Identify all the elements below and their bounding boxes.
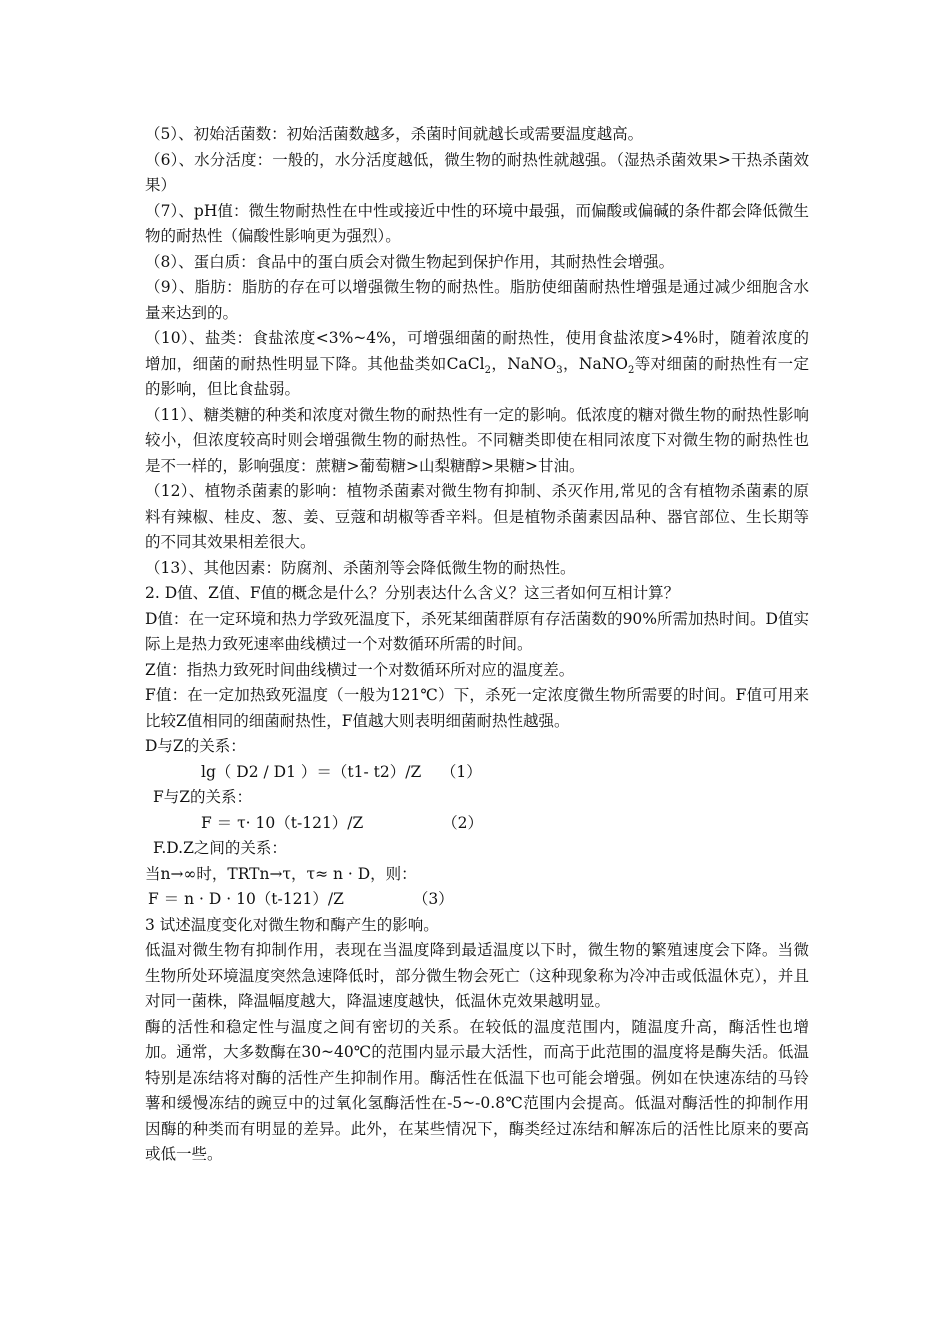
fz-relation-label: F与Z的关系： — [153, 788, 253, 806]
item-protein: （8）、蛋白质：食品中的蛋白质会对微生物起到保护作用，其耐热性会增强。 — [145, 252, 675, 271]
item-sugars: （11）、糖类糖的种类和浓度对微生物的耐热性有一定的影响。低浓度的糖对微生物的耐热性影响较小，但浓度较高时则会增强微生物的耐热性。不同糖类即使在相同浓度下对微生物的耐热性也是不一样的，影响强度：蔗糖>葡萄糖>山梨糖醇>果糖>甘油。 — [145, 405, 809, 475]
item-initial-count: （5）、初始活菌数：初始活菌数越多，杀菌时间就越长或需要温度越高。 — [145, 125, 644, 143]
item-water-activity: （6）、水分活度：一般的，水分活度越低，微生物的耐热性就越强。（湿热杀菌效果>干热杀菌效果） — [145, 150, 809, 194]
question-3-heading: 3 试述温度变化对微生物和酶产生的影响。 — [145, 915, 439, 934]
d-value-definition: D值：在一定环境和热力学致死温度下，杀死某细菌群原有存活菌数的90%所需加热时间。D值实际上是热力致死速率曲线横过一个对数循环所需的时间。 — [145, 609, 809, 653]
low-temp-microbes-paragraph: 低温对微生物有抑制作用，表现在当温度降到最适温度以下时，微生物的繁殖速度会下降。当微生物所处环境温度突然急速降低时，部分微生物会死亡（这种现象称为冷冲击或低温休克），并且对同一菌株，降温幅度越大，降温速度越快，低温休克效果越明显。 — [145, 941, 809, 1010]
item-fat: （9）、脂肪：脂肪的存在可以增强微生物的耐热性。脂肪使细菌耐热性增强是通过减少细胞含水量来达到的。 — [145, 278, 809, 322]
fdz-relation-label: F.D.Z之间的关系： — [153, 839, 287, 857]
item-ph: （7）、pH值：微生物耐热性在中性或接近中性的环境中最强，而偏酸或偏碱的条件都会降低微生物的耐热性（偏酸性影响更为强烈）。 — [145, 201, 809, 245]
enzyme-temperature-paragraph: 酶的活性和稳定性与温度之间有密切的关系。在较低的温度范围内，随温度升高，酶活性也增加。通常，大多数酶在30~40℃的范围内显示最大活性，而高于此范围的温度将是酶失活。低温特别是冻结将对酶的活性产生抑制作用。酶活性在低温下也可能会增强。例如在快速冻结的马铃薯和缓慢冻结的豌豆中的过氧化氢酶活性在-5~-0.8℃范围内会提高。低温对酶活性的抑制作用因酶的种类而有明显的差异。此外，在某些情况下，酶类经过冻结和解冻后的活性比原来的要高或低一些。 — [145, 1017, 809, 1163]
question-2-heading: 2. D值、Z值、F值的概念是什么？分别表达什么含义？这三者如何互相计算？ — [145, 584, 680, 602]
formula-3: F ＝ n · D · 10（t-121）/Z （3） — [148, 890, 454, 908]
item-other-factors: （13）、其他因素：防腐剂、杀菌剂等会降低微生物的耐热性。 — [145, 558, 576, 577]
item-salts: （10）、盐类：食盐浓度<3%~4%，可增强细菌的耐热性，使用食盐浓度>4%时，随着浓度的增加，细菌的耐热性明显下降。其他盐类如CaCl$_2$，NaNO$_3$，NaNO$_2$等对细菌的耐热性有一定的影响，但比食盐弱。 — [145, 329, 809, 398]
limit-condition: 当n→∞时，TRTn→τ，τ≈ n · D，则： — [145, 864, 417, 883]
z-value-definition: Z值：指热力致死时间曲线横过一个对数循环所对应的温度差。 — [145, 660, 575, 679]
formula-2: F ＝ τ· 10（t-121）/Z （2） — [201, 813, 483, 832]
dz-relation-label: D与Z的关系： — [145, 737, 246, 755]
document-page — [145, 122, 809, 1168]
item-phytoncides: （12）、植物杀菌素的影响：植物杀菌素对微生物有抑制、杀灭作用,常见的含有植物杀菌素的原料有辣椒、桂皮、葱、姜、豆蔻和胡椒等香辛料。但是植物杀菌素因品种、器官部位、生长期等的不同其效果相差很大。 — [145, 482, 809, 551]
f-value-definition: F值：在一定加热致死温度（一般为121℃）下，杀死一定浓度微生物所需要的时间。F值可用来比较Z值相同的细菌耐热性，F值越大则表明细菌耐热性越强。 — [145, 686, 809, 730]
formula-1: lg（ D2 / D1 ）＝（t1- t2）/Z （1） — [201, 762, 482, 781]
